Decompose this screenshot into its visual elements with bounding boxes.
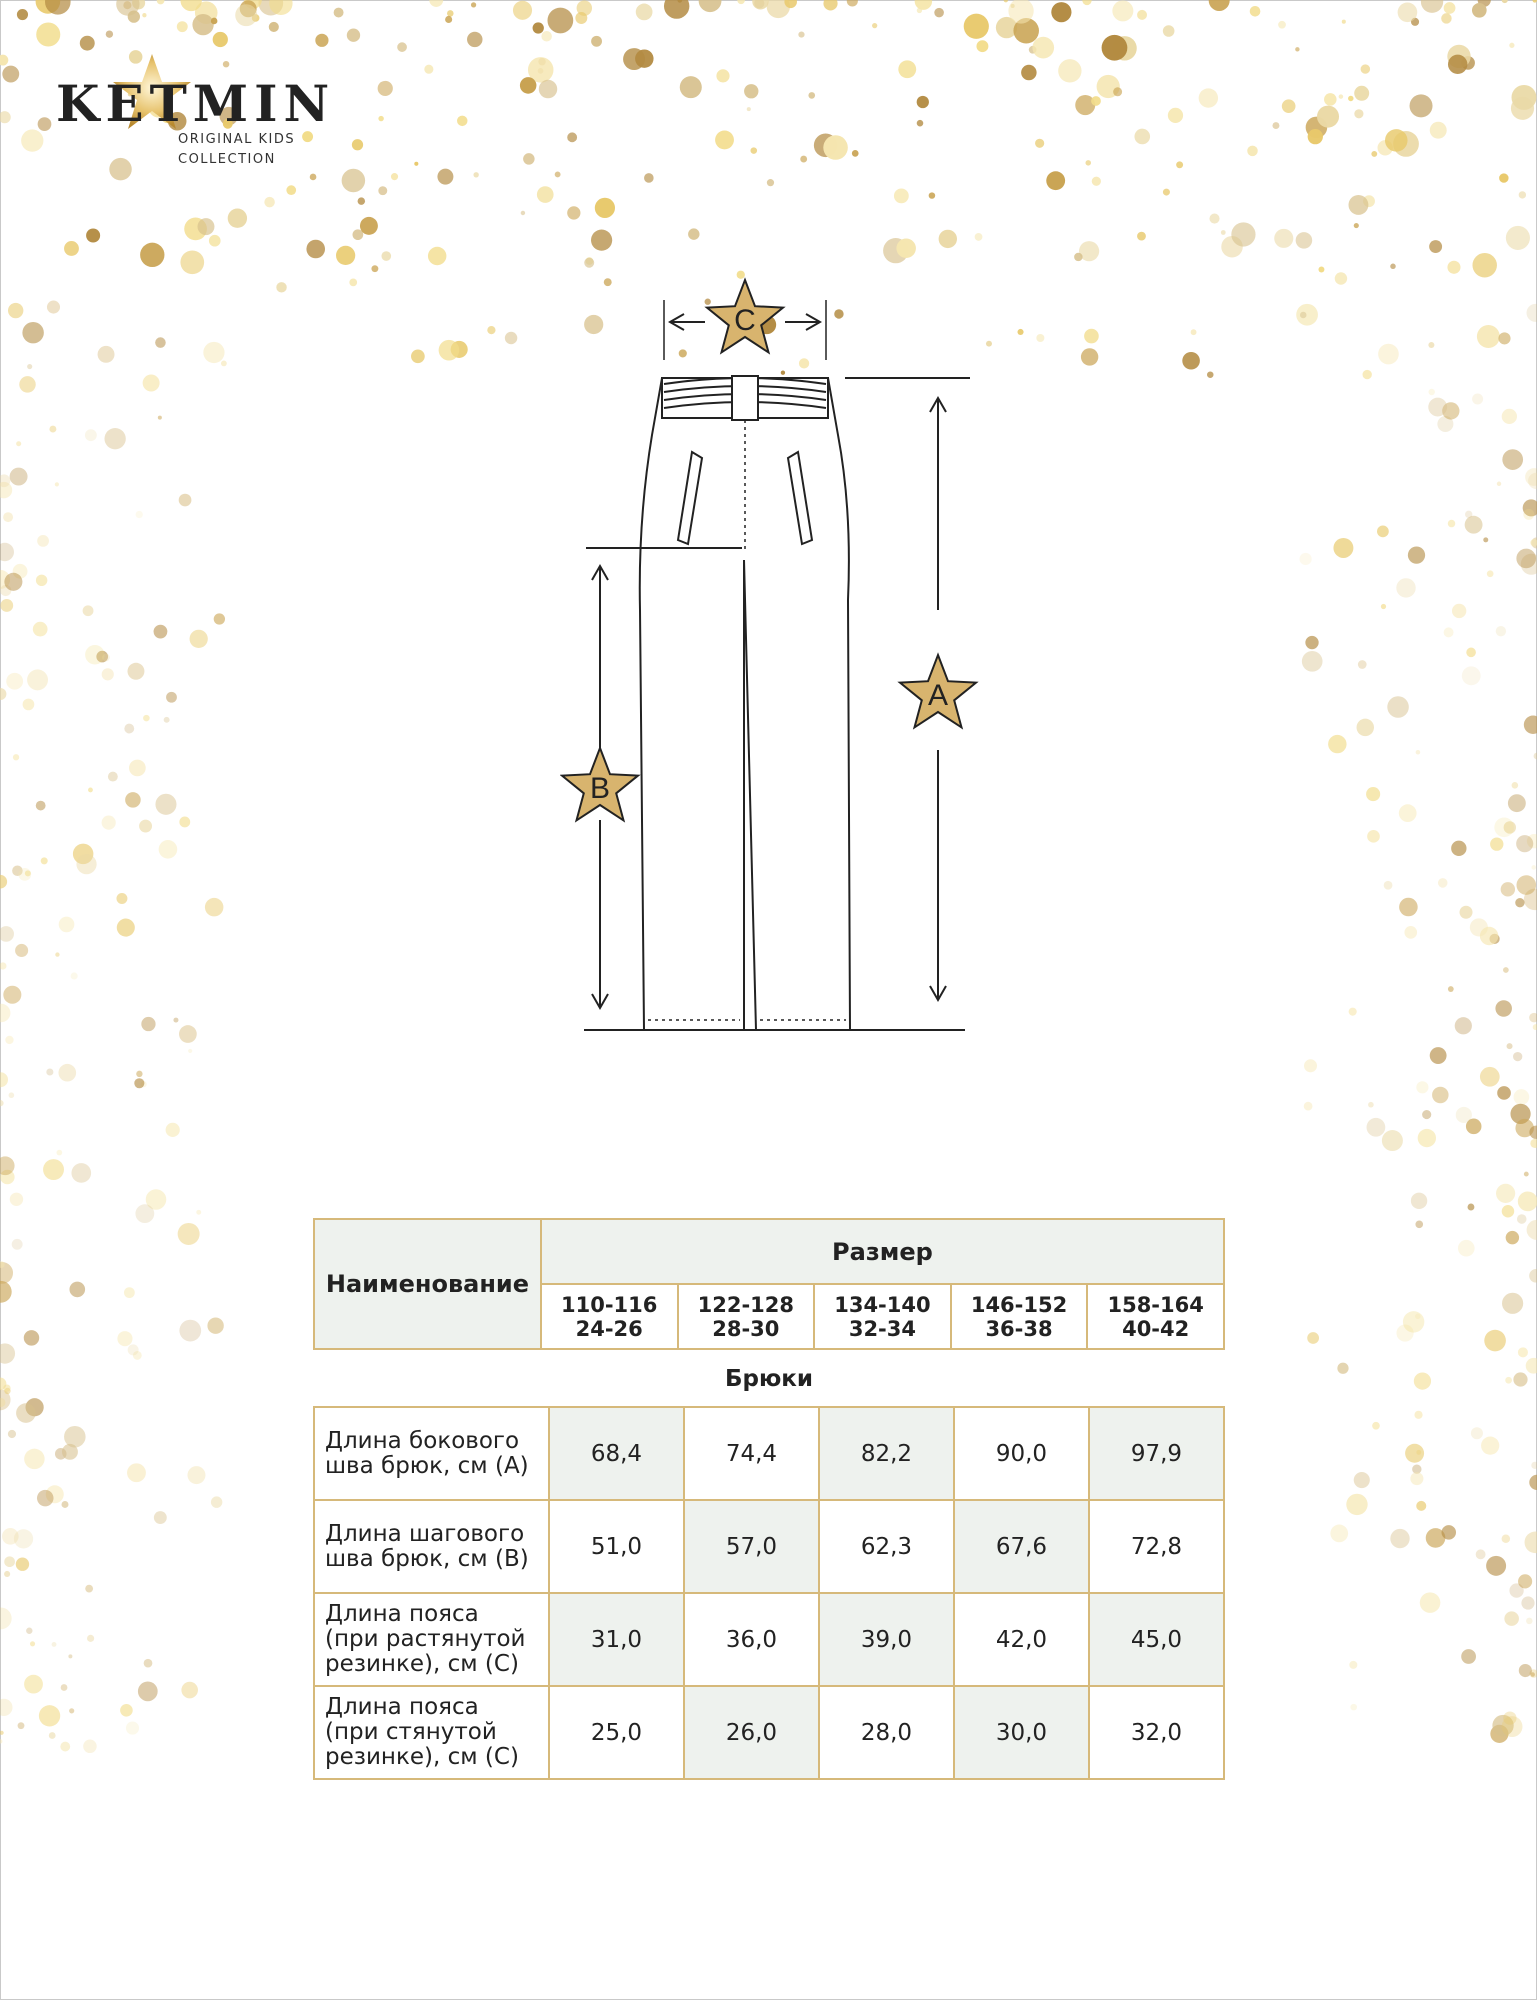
row-label-line: Длина бокового — [325, 1427, 520, 1454]
marker-c-star — [707, 280, 783, 352]
brand-logo — [56, 52, 336, 172]
table-cell: 28,0 — [819, 1686, 954, 1779]
row-label-line: Длина пояса — [325, 1601, 479, 1627]
size-header-table — [313, 1218, 1225, 1350]
size-header: Размер — [541, 1219, 1224, 1284]
table-cell: 32,0 — [1089, 1686, 1224, 1779]
brand-tagline — [178, 130, 295, 170]
marker-a-label: A — [927, 679, 949, 712]
size-height: 146-152 — [970, 1292, 1068, 1317]
size-chest: 32-34 — [848, 1316, 916, 1341]
table-cell: 72,8 — [1089, 1500, 1224, 1593]
table-cell: 82,2 — [819, 1407, 954, 1500]
size-height: 158-164 — [1107, 1292, 1204, 1317]
pants-measurement-diagram — [560, 260, 980, 1040]
table-cell: 74,4 — [684, 1407, 819, 1500]
table-cell: 57,0 — [684, 1500, 819, 1593]
size-height: 110-116 — [561, 1292, 658, 1317]
left-pocket — [678, 452, 702, 544]
brand-tagline-line2: COLLECTION — [178, 152, 276, 167]
table-cell: 51,0 — [549, 1500, 684, 1593]
table-cell: 39,0 — [819, 1593, 954, 1686]
row-label-line: шва брюк, см (А) — [325, 1452, 529, 1479]
table-cell: 36,0 — [684, 1593, 819, 1686]
table-cell: 68,4 — [549, 1407, 684, 1500]
size-height: 134-140 — [834, 1292, 931, 1317]
row-label — [314, 1500, 549, 1593]
marker-b-star — [562, 748, 638, 820]
row-label — [314, 1407, 549, 1500]
table-cell: 25,0 — [549, 1686, 684, 1779]
row-label-line: (при растянутой — [325, 1626, 526, 1652]
table-cell: 30,0 — [954, 1686, 1089, 1779]
row-label — [314, 1593, 549, 1686]
table-row — [314, 1500, 1224, 1593]
table-cell: 62,3 — [819, 1500, 954, 1593]
size-column-3 — [951, 1284, 1088, 1349]
size-column-2 — [814, 1284, 951, 1349]
marker-c-label: C — [734, 304, 756, 337]
row-label-line: Длина пояса — [325, 1694, 479, 1720]
size-column-0 — [541, 1284, 678, 1349]
row-label-line: шва брюк, см (В) — [325, 1545, 529, 1572]
row-label-line: резинке), см (С) — [325, 1744, 519, 1770]
brand-name: KETMIN — [56, 74, 336, 133]
size-column-4 — [1087, 1284, 1224, 1349]
size-chest: 24-26 — [575, 1316, 643, 1341]
table-cell: 26,0 — [684, 1686, 819, 1779]
table-cell: 42,0 — [954, 1593, 1089, 1686]
table-cell: 45,0 — [1089, 1593, 1224, 1686]
size-chest: 28-30 — [712, 1316, 780, 1341]
table-cell: 67,6 — [954, 1500, 1089, 1593]
row-label-line: Длина шагового — [325, 1520, 525, 1547]
size-column-1 — [678, 1284, 815, 1349]
table-row — [314, 1593, 1224, 1686]
name-header: Наименование — [314, 1219, 541, 1349]
marker-a-star — [900, 655, 976, 727]
size-height: 122-128 — [697, 1292, 794, 1317]
row-label-line: (при стянутой — [325, 1719, 497, 1745]
row-label-line: резинке), см (С) — [325, 1651, 519, 1677]
measurements-table — [313, 1406, 1225, 1780]
row-label — [314, 1686, 549, 1779]
pants-outline — [640, 378, 850, 1030]
size-chest: 36-38 — [985, 1316, 1053, 1341]
table-row — [314, 1407, 1224, 1500]
section-title: Брюки — [724, 1366, 814, 1392]
table-cell: 90,0 — [954, 1407, 1089, 1500]
size-chest: 40-42 — [1122, 1316, 1190, 1341]
table-cell: 31,0 — [549, 1593, 684, 1686]
right-pocket — [788, 452, 812, 544]
marker-b-label: B — [589, 772, 611, 805]
table-row — [314, 1686, 1224, 1779]
table-cell: 97,9 — [1089, 1407, 1224, 1500]
brand-tagline-line1: ORIGINAL KIDS — [178, 132, 296, 147]
